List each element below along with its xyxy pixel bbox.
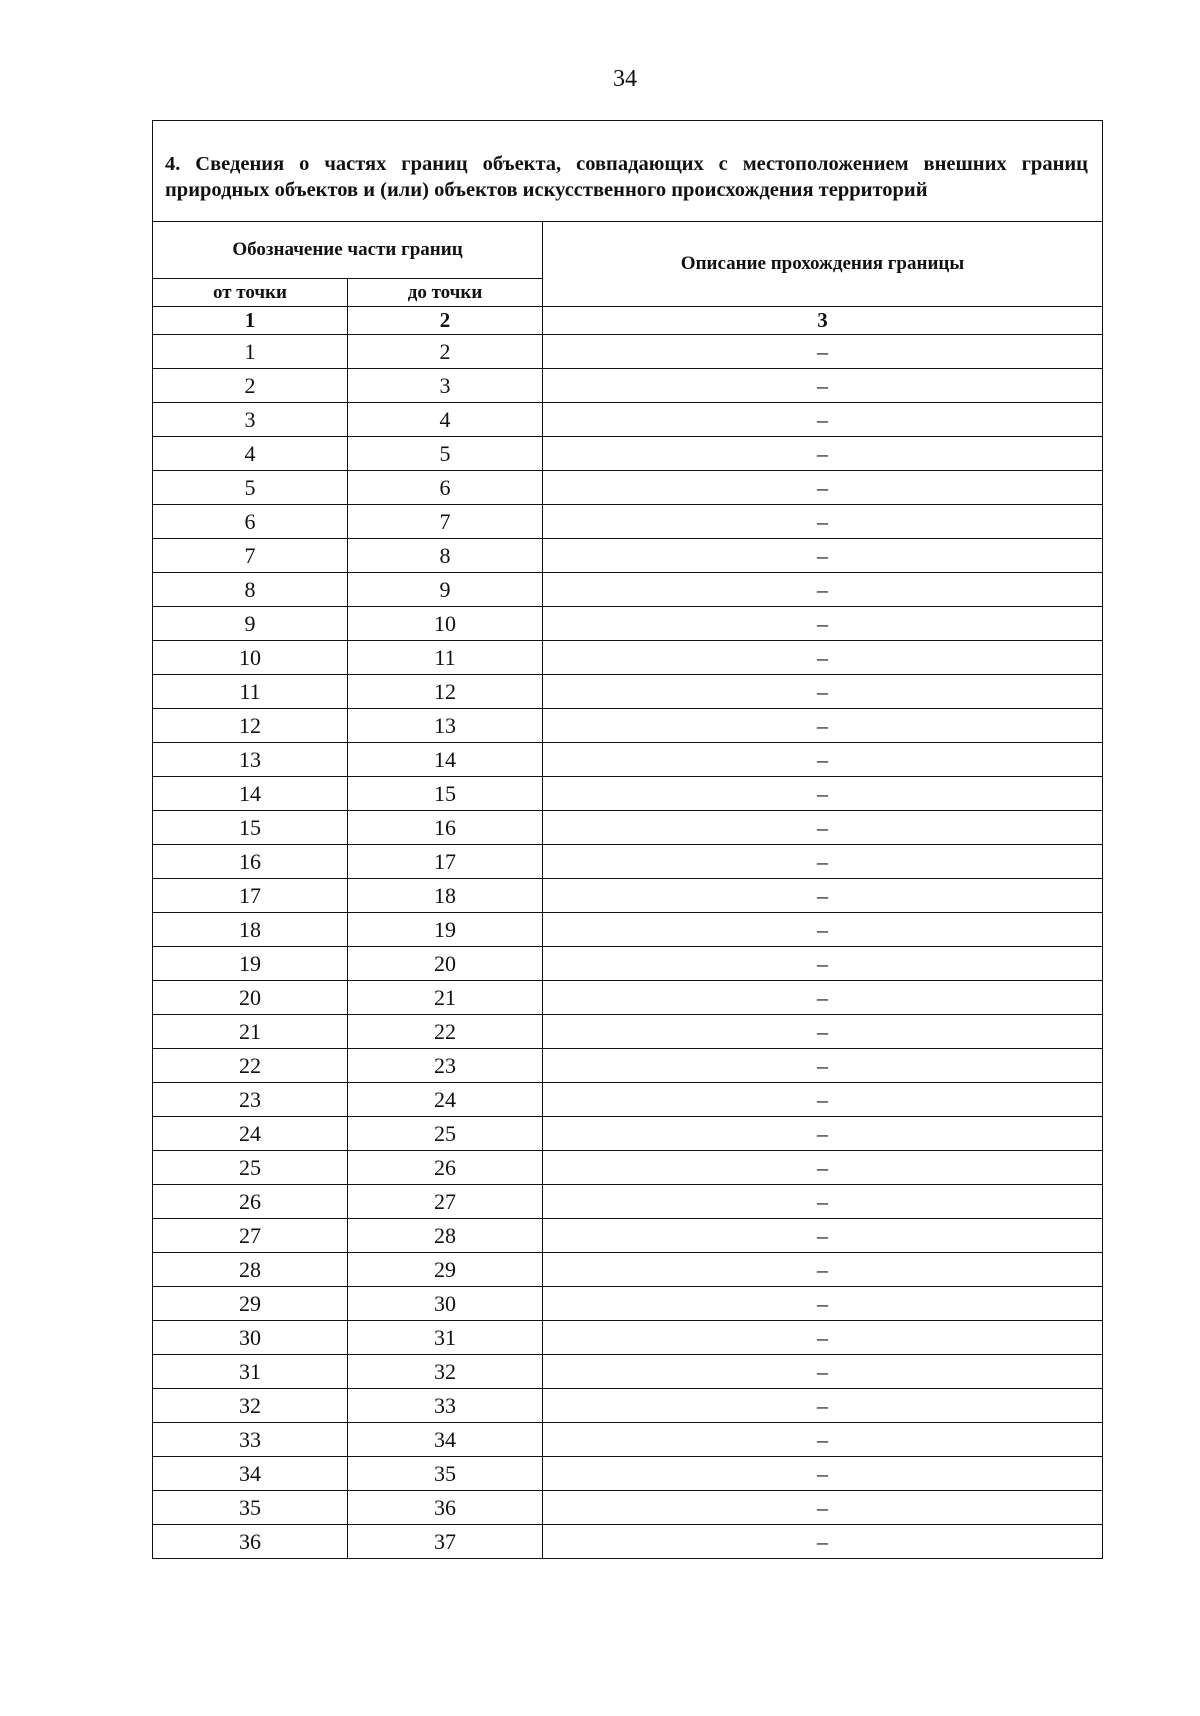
title-row xyxy=(153,121,1103,222)
table-row xyxy=(153,1117,1103,1151)
column-header-to: до точки xyxy=(348,279,543,307)
table-body xyxy=(153,121,1103,1559)
cell-description: – xyxy=(543,607,1103,641)
cell-to-point: 13 xyxy=(348,709,543,743)
table-row xyxy=(153,947,1103,981)
cell-description: – xyxy=(543,845,1103,879)
cell-description: – xyxy=(543,981,1103,1015)
cell-from-point: 12 xyxy=(153,709,348,743)
cell-to-point: 30 xyxy=(348,1287,543,1321)
table-row xyxy=(153,709,1103,743)
table-row xyxy=(153,471,1103,505)
cell-description: – xyxy=(543,777,1103,811)
table-row xyxy=(153,811,1103,845)
cell-description: – xyxy=(543,1219,1103,1253)
cell-from-point: 4 xyxy=(153,437,348,471)
cell-to-point: 36 xyxy=(348,1491,543,1525)
cell-to-point: 33 xyxy=(348,1389,543,1423)
cell-from-point: 6 xyxy=(153,505,348,539)
table-row xyxy=(153,1321,1103,1355)
cell-from-point: 26 xyxy=(153,1185,348,1219)
cell-from-point: 24 xyxy=(153,1117,348,1151)
cell-description: – xyxy=(543,811,1103,845)
cell-from-point: 36 xyxy=(153,1525,348,1559)
cell-to-point: 21 xyxy=(348,981,543,1015)
cell-from-point: 32 xyxy=(153,1389,348,1423)
column-number: 2 xyxy=(348,307,543,335)
cell-from-point: 31 xyxy=(153,1355,348,1389)
table-row xyxy=(153,1219,1103,1253)
cell-to-point: 35 xyxy=(348,1457,543,1491)
column-header-from: от точки xyxy=(153,279,348,307)
cell-from-point: 21 xyxy=(153,1015,348,1049)
cell-description: – xyxy=(543,1355,1103,1389)
table-row xyxy=(153,845,1103,879)
table-row xyxy=(153,1525,1103,1559)
cell-to-point: 14 xyxy=(348,743,543,777)
table-row xyxy=(153,335,1103,369)
cell-from-point: 10 xyxy=(153,641,348,675)
cell-description: – xyxy=(543,709,1103,743)
cell-to-point: 15 xyxy=(348,777,543,811)
table-row xyxy=(153,1355,1103,1389)
header-row-group xyxy=(153,222,1103,279)
cell-to-point: 29 xyxy=(348,1253,543,1287)
table-row xyxy=(153,641,1103,675)
cell-to-point: 5 xyxy=(348,437,543,471)
cell-description: – xyxy=(543,1117,1103,1151)
cell-description: – xyxy=(543,743,1103,777)
cell-to-point: 16 xyxy=(348,811,543,845)
boundary-parts-table xyxy=(152,120,1103,1559)
cell-description: – xyxy=(543,641,1103,675)
cell-to-point: 32 xyxy=(348,1355,543,1389)
cell-description: – xyxy=(543,1389,1103,1423)
cell-description: – xyxy=(543,369,1103,403)
cell-description: – xyxy=(543,1185,1103,1219)
cell-from-point: 18 xyxy=(153,913,348,947)
column-number-row xyxy=(153,307,1103,335)
table-row xyxy=(153,981,1103,1015)
table-row xyxy=(153,539,1103,573)
cell-description: – xyxy=(543,1253,1103,1287)
cell-to-point: 26 xyxy=(348,1151,543,1185)
cell-to-point: 28 xyxy=(348,1219,543,1253)
cell-from-point: 8 xyxy=(153,573,348,607)
cell-to-point: 27 xyxy=(348,1185,543,1219)
cell-to-point: 37 xyxy=(348,1525,543,1559)
cell-from-point: 5 xyxy=(153,471,348,505)
cell-to-point: 20 xyxy=(348,947,543,981)
cell-from-point: 17 xyxy=(153,879,348,913)
cell-description: – xyxy=(543,1491,1103,1525)
cell-from-point: 33 xyxy=(153,1423,348,1457)
table-row xyxy=(153,505,1103,539)
cell-to-point: 8 xyxy=(348,539,543,573)
table-row xyxy=(153,879,1103,913)
cell-to-point: 2 xyxy=(348,335,543,369)
cell-to-point: 3 xyxy=(348,369,543,403)
cell-description: – xyxy=(543,947,1103,981)
column-header-description: Описание прохождения границы xyxy=(543,222,1103,307)
cell-from-point: 15 xyxy=(153,811,348,845)
table-row xyxy=(153,573,1103,607)
cell-description: – xyxy=(543,913,1103,947)
cell-description: – xyxy=(543,1423,1103,1457)
cell-from-point: 3 xyxy=(153,403,348,437)
cell-from-point: 19 xyxy=(153,947,348,981)
cell-from-point: 28 xyxy=(153,1253,348,1287)
cell-from-point: 2 xyxy=(153,369,348,403)
table-row xyxy=(153,1423,1103,1457)
table-row xyxy=(153,675,1103,709)
table-row xyxy=(153,777,1103,811)
cell-from-point: 20 xyxy=(153,981,348,1015)
section-title: 4. Сведения о частях границ объекта, совпадающих с местоположением внешних границ природных объектов и (или) объектов искусственного происхождения территорий xyxy=(153,121,1103,222)
column-number: 3 xyxy=(543,307,1103,335)
cell-to-point: 4 xyxy=(348,403,543,437)
cell-description: – xyxy=(543,437,1103,471)
table-row xyxy=(153,1185,1103,1219)
cell-to-point: 19 xyxy=(348,913,543,947)
cell-to-point: 11 xyxy=(348,641,543,675)
cell-from-point: 25 xyxy=(153,1151,348,1185)
cell-description: – xyxy=(543,1151,1103,1185)
cell-to-point: 9 xyxy=(348,573,543,607)
table-row xyxy=(153,1389,1103,1423)
table-row xyxy=(153,1151,1103,1185)
cell-to-point: 18 xyxy=(348,879,543,913)
table-row xyxy=(153,1253,1103,1287)
cell-description: – xyxy=(543,335,1103,369)
table-row xyxy=(153,1457,1103,1491)
cell-description: – xyxy=(543,573,1103,607)
cell-description: – xyxy=(543,879,1103,913)
cell-to-point: 23 xyxy=(348,1049,543,1083)
cell-description: – xyxy=(543,1525,1103,1559)
table-row xyxy=(153,369,1103,403)
cell-to-point: 17 xyxy=(348,845,543,879)
cell-to-point: 10 xyxy=(348,607,543,641)
table-row xyxy=(153,607,1103,641)
cell-from-point: 13 xyxy=(153,743,348,777)
cell-to-point: 7 xyxy=(348,505,543,539)
table-row xyxy=(153,1049,1103,1083)
cell-from-point: 9 xyxy=(153,607,348,641)
cell-from-point: 11 xyxy=(153,675,348,709)
cell-description: – xyxy=(543,1321,1103,1355)
cell-description: – xyxy=(543,675,1103,709)
table-row xyxy=(153,1491,1103,1525)
page-number: 34 xyxy=(613,66,637,92)
cell-from-point: 1 xyxy=(153,335,348,369)
cell-from-point: 23 xyxy=(153,1083,348,1117)
cell-to-point: 6 xyxy=(348,471,543,505)
cell-from-point: 29 xyxy=(153,1287,348,1321)
cell-description: – xyxy=(543,1457,1103,1491)
cell-to-point: 24 xyxy=(348,1083,543,1117)
cell-description: – xyxy=(543,1287,1103,1321)
table-row xyxy=(153,743,1103,777)
table-row xyxy=(153,1083,1103,1117)
table-row xyxy=(153,1287,1103,1321)
cell-from-point: 27 xyxy=(153,1219,348,1253)
column-number: 1 xyxy=(153,307,348,335)
cell-to-point: 25 xyxy=(348,1117,543,1151)
cell-to-point: 22 xyxy=(348,1015,543,1049)
cell-description: – xyxy=(543,1083,1103,1117)
table-row xyxy=(153,913,1103,947)
cell-from-point: 7 xyxy=(153,539,348,573)
cell-description: – xyxy=(543,505,1103,539)
cell-from-point: 34 xyxy=(153,1457,348,1491)
cell-to-point: 34 xyxy=(348,1423,543,1457)
cell-to-point: 31 xyxy=(348,1321,543,1355)
cell-from-point: 16 xyxy=(153,845,348,879)
cell-description: – xyxy=(543,1015,1103,1049)
cell-to-point: 12 xyxy=(348,675,543,709)
cell-description: – xyxy=(543,539,1103,573)
table-row xyxy=(153,403,1103,437)
column-group-header: Обозначение части границ xyxy=(153,222,543,279)
cell-from-point: 35 xyxy=(153,1491,348,1525)
cell-description: – xyxy=(543,471,1103,505)
cell-from-point: 22 xyxy=(153,1049,348,1083)
cell-description: – xyxy=(543,1049,1103,1083)
cell-description: – xyxy=(543,403,1103,437)
cell-from-point: 30 xyxy=(153,1321,348,1355)
cell-from-point: 14 xyxy=(153,777,348,811)
table-row xyxy=(153,1015,1103,1049)
table-row xyxy=(153,437,1103,471)
